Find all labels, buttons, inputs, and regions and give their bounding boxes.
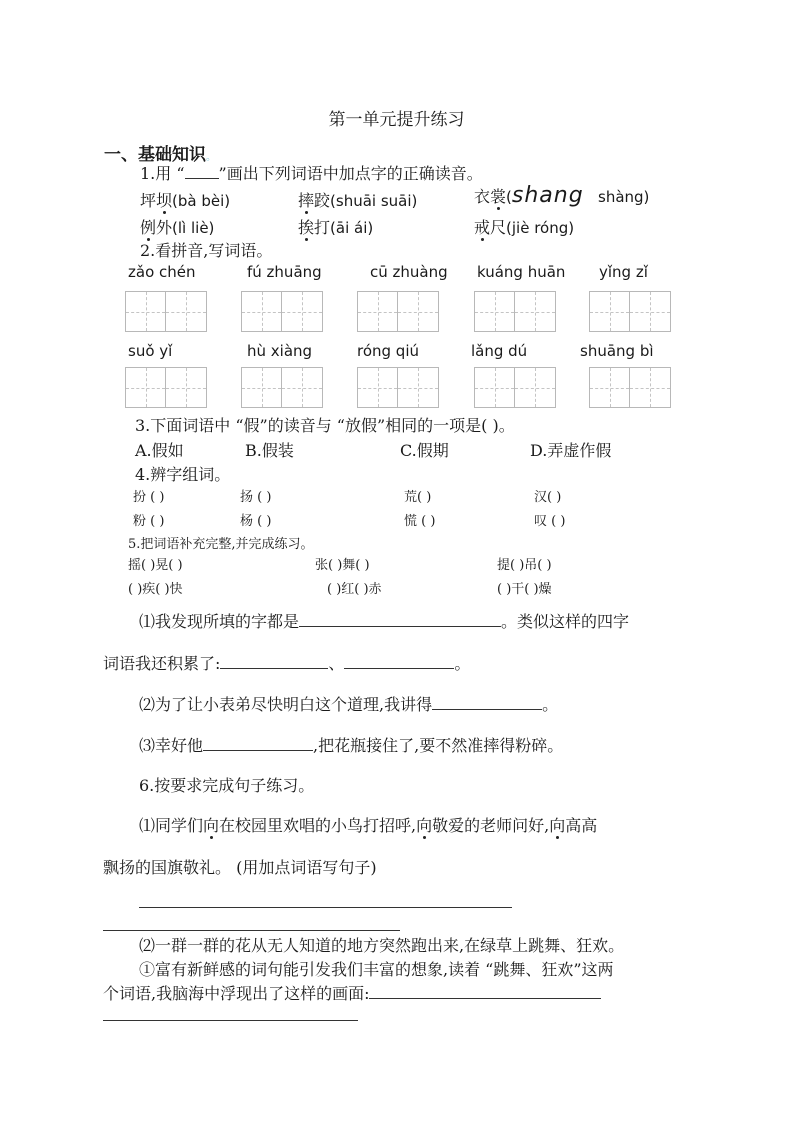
q6-s2-sub-line2: 个词语,我脑海中浮现出了这样的画面: [103,981,601,1004]
writing-grid-6[interactable] [125,367,207,409]
underline-sample [185,162,219,179]
pinyin-1: zǎo chén [128,263,196,281]
q5-cell-6[interactable]: ( )干( )燥 [497,582,552,597]
q4-cell-6[interactable]: 杨 ( ) [240,514,272,529]
q6-s1-line2: 飘扬的国旗敬礼。 (用加点词语写句子) [103,858,377,877]
writing-grid-3[interactable] [357,291,439,333]
answer-line-1[interactable] [139,907,512,908]
q5-cell-1[interactable]: 摇( )晃( ) [128,558,183,573]
answer-line-3[interactable] [103,1020,358,1021]
blank-6[interactable] [369,982,601,999]
q3-option-d[interactable]: D.弄虚作假 [530,441,612,460]
q1-item-1: 坪坝(bà bèi) [140,191,231,210]
blank-5[interactable] [203,734,313,751]
pinyin-8: róng qiú [357,342,420,360]
pinyin-9: lǎng dú [471,342,528,360]
answer-line-2[interactable] [103,930,400,931]
page-title: 第一单元提升练习 [328,110,465,130]
q1-item-2: 摔跤(shuāi suāi) [298,191,418,210]
q3-option-a[interactable]: A.假如 [135,441,184,460]
q6-instruction: 6.按要求完成句子练习。 [139,776,315,795]
writing-grid-10[interactable] [589,367,671,409]
pinyin-3: cū zhuàng [370,263,448,281]
blank-1[interactable] [299,610,501,627]
q6-s1-line1: ⑴同学们向在校园里欢唱的小鸟打招呼,向敬爱的老师问好,向高高 [139,816,598,835]
writing-grid-1[interactable] [125,291,207,333]
writing-grid-9[interactable] [474,367,556,409]
q5-cell-5[interactable]: ( )红( )赤 [327,582,382,597]
cursor-mark: 。 [206,152,216,163]
handwritten-answer: shang [511,183,584,208]
writing-grid-7[interactable] [241,367,323,409]
q5-cell-3[interactable]: 提( )吊( ) [497,558,552,573]
q1-instruction: 1.用 “ ”画出下列词语中加点字的正确读音。 [140,164,483,183]
writing-grid-5[interactable] [589,291,671,333]
q2-instruction: 2.看拼音,写词语。 [140,241,273,260]
writing-grid-4[interactable] [474,291,556,333]
writing-grid-8[interactable] [357,367,439,409]
q3-option-b[interactable]: B.假装 [245,441,294,460]
pinyin-4: kuáng huān [477,263,566,281]
pinyin-5: yǐng zǐ [599,263,648,281]
q3-option-c[interactable]: C.假期 [400,441,449,460]
pinyin-10: shuāng bì [580,342,654,360]
q1-item-3: 衣裳(shang shàng) [474,183,650,208]
q1-item-6: 戒尺(jiè róng) [474,218,575,237]
q4-cell-8[interactable]: 叹 ( ) [534,514,566,529]
q6-s2-sub-line1: ①富有新鲜感的词句能引发我们丰富的想象,读着 “跳舞、狂欢”这两 [139,960,614,979]
q5-cell-4[interactable]: ( )疾( )快 [128,582,183,597]
q4-cell-4[interactable]: 汉( ) [534,490,562,505]
q5-sub1-text: ⑴我发现所填的字都是 。类似这样的四字 [139,612,630,631]
q5-sub3-text: ⑶幸好他 ,把花瓶接住了,要不然准摔得粉碎。 [139,736,564,755]
q6-s2-text: ⑵一群一群的花从无人知道的地方突然跑出来,在绿草上跳舞、狂欢。 [139,936,625,955]
q5-sub2-text: ⑵为了让小表弟尽快明白这个道理,我讲得 。 [139,695,559,714]
q4-instruction: 4.辨字组词。 [135,465,231,484]
q1-item-4: 例外(lì liè) [140,218,215,237]
q4-cell-3[interactable]: 荒( ) [404,490,432,505]
q5-sub1-line2: 词语我还积累了: 、 。 [103,654,471,673]
q5-cell-2[interactable]: 张( )舞( ) [315,558,370,573]
q1-item-5: 挨打(āi ái) [298,218,374,237]
q4-cell-5[interactable]: 粉 ( ) [133,514,165,529]
pinyin-7: hù xiàng [247,342,313,360]
q4-cell-1[interactable]: 扮 ( ) [133,490,165,505]
blank-3[interactable] [344,652,454,669]
pinyin-2: fú zhuāng [247,263,322,281]
blank-2[interactable] [220,652,328,669]
q4-cell-7[interactable]: 慌 ( ) [404,514,436,529]
pinyin-6: suǒ yǐ [128,342,173,360]
q4-cell-2[interactable]: 扬 ( ) [240,490,272,505]
writing-grid-2[interactable] [241,291,323,333]
section-label: 一、基础知识 [104,145,206,165]
q5-instruction: 5.把词语补充完整,并完成练习。 [128,537,314,552]
q3-instruction: 3.下面词语中 “假”的读音与 “放假”相同的一项是( )。 [135,416,515,435]
blank-4[interactable] [432,693,542,710]
